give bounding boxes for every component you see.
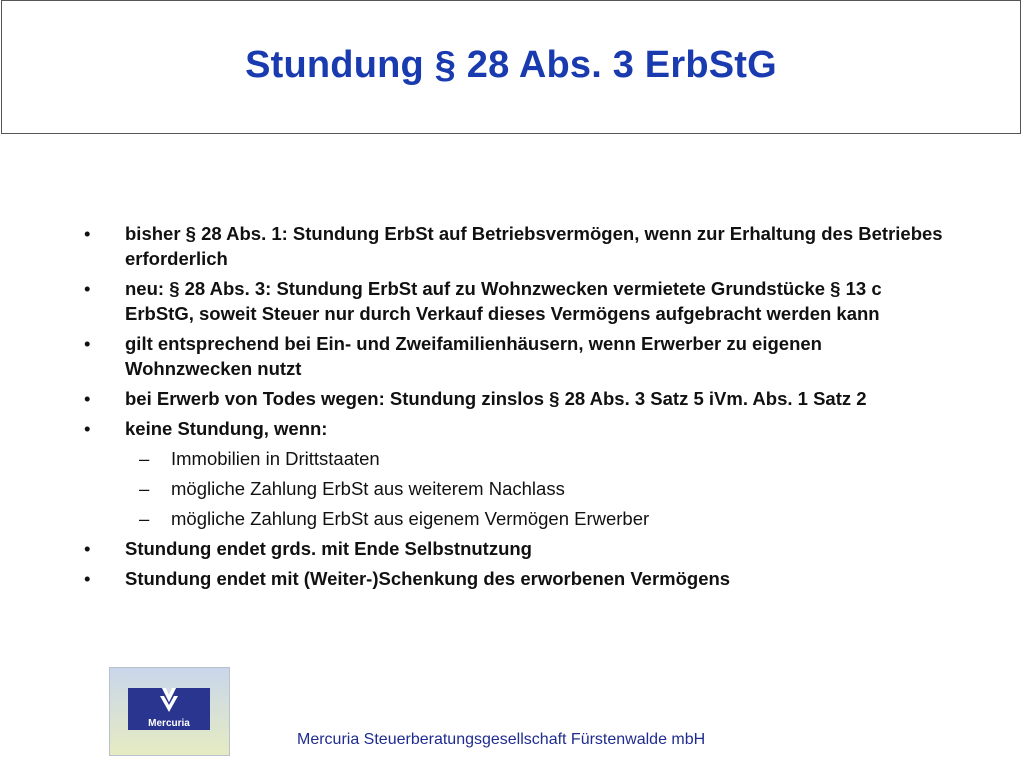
bullet-marker: • (84, 538, 91, 559)
bullet-item (82, 416, 952, 441)
bullet-text: bei Erwerb von Todes wegen: Stundung zinslos § 28 Abs. 3 Satz 5 iVm. Abs. 1 Satz 2 (125, 388, 867, 409)
bullet-text: Stundung endet mit (Weiter-)Schenkung des erworbenen Vermögens (125, 568, 731, 589)
bullet-item (82, 386, 952, 411)
slide-title: Stundung § 28 Abs. 3 ErbStG (245, 43, 777, 86)
bullet-item (82, 276, 952, 326)
bullet-text: bisher § 28 Abs. 1: Stundung ErbSt auf Betriebsvermögen, wenn zur Erhaltung des Betriebes erforderlich (125, 223, 943, 269)
bullet-marker: • (84, 418, 91, 439)
sub-bullet-text: mögliche Zahlung ErbSt aus weiterem Nachlass (171, 478, 565, 499)
bullet-text: gilt entsprechend bei Ein- und Zweifamilienhäusern, wenn Erwerber zu eigenen Wohnzwecken nutzt (125, 333, 822, 379)
footer-company: Mercuria Steuerberatungsgesellschaft Fürstenwalde mbH (297, 731, 706, 748)
sub-bullet-marker: – (139, 508, 150, 529)
bullet-marker: • (84, 568, 91, 589)
sub-bullet-item (82, 476, 952, 501)
title-box (1, 0, 1021, 134)
bullet-item (82, 331, 952, 381)
sub-bullet-text: mögliche Zahlung ErbSt aus eigenem Vermögen Erwerber (171, 508, 650, 529)
mercuria-logo-graphic (110, 668, 229, 755)
bullet-item (82, 536, 952, 561)
bullet-text: Stundung endet grds. mit Ende Selbstnutzung (125, 538, 532, 559)
bullet-marker: • (84, 278, 91, 299)
sub-bullet-item (82, 446, 952, 471)
sub-bullet-marker: – (139, 478, 150, 499)
bullet-item (82, 221, 952, 271)
bullet-text: neu: § 28 Abs. 3: Stundung ErbSt auf zu Wohnzwecken vermietete Grundstücke § 13 c ErbStG, soweit Steuer nur durch Verkauf dieses Vermögens aufgebracht werden kann (125, 278, 882, 324)
sub-bullet-text: Immobilien in Drittstaaten (171, 448, 380, 469)
bullet-text: keine Stundung, wenn: (125, 418, 328, 439)
sub-bullet-item (82, 506, 952, 531)
sub-bullet-marker: – (139, 448, 150, 469)
bullet-marker: • (84, 333, 91, 354)
bullet-list (82, 221, 952, 596)
logo-text: Mercuria (148, 718, 190, 729)
bullet-marker: • (84, 388, 91, 409)
bullet-item (82, 566, 952, 591)
mercuria-logo (109, 667, 230, 756)
bullet-marker: • (84, 223, 91, 244)
